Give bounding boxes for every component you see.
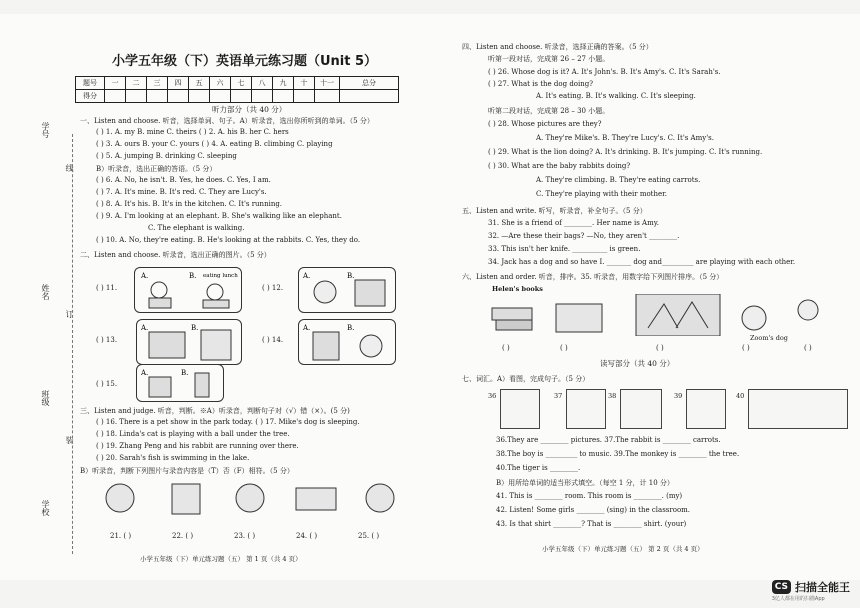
q9: ( ) 9. A. I'm looking at an elephant. B. She's walking like an elephant. (96, 212, 342, 220)
q14-pictures (299, 320, 395, 364)
score-cell: 五 (189, 77, 210, 90)
page-title: 小学五年级（下）英语单元练习题（Unit 5） (112, 54, 378, 69)
pic-num-39: 39 (674, 392, 683, 400)
q30-options-ab: A. They're climbing. B. They're eating carrots. (536, 176, 701, 184)
q30: ( ) 30. What are the baby rabbits doing? (488, 162, 631, 170)
pic-num-40: 40 (736, 392, 745, 400)
q34: 34. Jack has a dog and so have I. _______ dog and_________ are playing with each other. (488, 258, 796, 266)
sidebar-number: 学号 (41, 122, 50, 138)
q33: 33. This isn't her knife. __________ is green. (488, 245, 641, 253)
right-page (452, 14, 860, 580)
section-6-title: 六、Listen and order. 听音，排序。35. 听录音，用数字给下列图片排序。（5 分） (462, 273, 724, 281)
pic-num-37: 37 (554, 392, 563, 400)
q10: ( ) 10. A. No, they're eating. B. He's looking at the rabbits. C. Yes, they do. (96, 236, 361, 244)
order-35-3[interactable]: ( ) (656, 344, 664, 352)
sidebar-class: 班级 (41, 390, 50, 406)
section-2-title: 二、Listen and choose. 听录音，选出正确的图片。（5 分） (80, 251, 271, 259)
score-cell: 三 (147, 77, 168, 90)
q11-label: ( ) 11. (96, 284, 118, 292)
answer-21[interactable]: 21. ( ) (110, 532, 132, 540)
right-footer: 小学五年级（下）单元练习题（五） 第 2 页（共 4 页） (542, 545, 704, 553)
q28-options: A. They're Mike's. B. They're Lucy's. C. It's Amy's. (536, 134, 714, 142)
q13-pictures (137, 320, 241, 364)
q42: 42. Listen! Some girls ________ (sing) in the classroom. (496, 506, 691, 514)
q8: ( ) 8. A. It's his. B. It's in the kitchen. C. It's running. (96, 200, 283, 208)
q3-4: ( ) 3. A. ours B. your C. yours ( ) 4. A. eating B. climbing C. playing (96, 140, 333, 148)
score-cell: 十 (294, 77, 315, 90)
q12-pictures (299, 268, 395, 312)
q31: 31. She is a friend of ________. Her name is Amy. (488, 219, 660, 227)
order-35-5[interactable]: ( ) (804, 344, 812, 352)
listening-header: 听力部分（共 40 分） (212, 105, 287, 114)
pic-37 (566, 389, 606, 429)
svg-text:B.: B. (191, 324, 199, 332)
answer-24[interactable]: 24. ( ) (296, 532, 318, 540)
q11-pictures (135, 268, 241, 312)
q16-17: ( ) 16. There is a pet show in the park today. ( ) 17. Mike's dog is sleeping. (96, 418, 360, 426)
sidebar-line-mark: 线 (65, 164, 74, 172)
order-35-2[interactable]: ( ) (560, 344, 568, 352)
sidebar-bind-mark: 装 (65, 436, 74, 444)
helens-books-label: Helen's books (492, 285, 543, 293)
section-5-title: 五、Listen and write. 听写，听录音，补全句子。（5 分） (462, 207, 647, 215)
pic-39 (686, 389, 726, 429)
score-cell: 题号 (76, 77, 105, 90)
section-3b-title: B）听录音，判断下列图片与录音内容是（T）否（F）相符。（5 分） (80, 467, 294, 475)
q28: ( ) 28. Whose pictures are they? (488, 120, 602, 128)
scanner-app-name: 扫描全能王 (795, 581, 850, 594)
q13-label: ( ) 13. (96, 336, 118, 344)
q27-options: A. It's eating. B. It's walking. C. It's sleeping. (536, 92, 696, 100)
sidebar-name: 姓名 (41, 284, 50, 300)
svg-text:A.: A. (303, 324, 311, 332)
q14-label: ( ) 14. (262, 336, 284, 344)
q19: ( ) 19. Zhang Peng and his rabbit are running over there. (96, 442, 299, 450)
q21-25-pictures (100, 478, 400, 518)
q12-picture-box[interactable] (298, 267, 396, 313)
svg-text:A.: A. (303, 272, 311, 280)
zooms-dog-label: Zoom's dog (750, 334, 788, 342)
dialog-1-note: 听第一段对话，完成第 26 – 27 小题。 (488, 55, 610, 63)
pic-38 (620, 389, 662, 429)
q32: 32. —Are these their bags? —No, they aren't ________. (488, 232, 680, 240)
score-cell: 八 (252, 77, 273, 90)
section-3-title: 三、Listen and judge. 听音，判断。※A）听录音，判断句子对（√）错（×）。(5 分) (80, 407, 350, 415)
answer-25[interactable]: 25. ( ) (358, 532, 380, 540)
svg-text:A.: A. (141, 324, 149, 332)
svg-text:B.: B. (347, 272, 355, 280)
q29: ( ) 29. What is the lion doing? A. It's drinking. B. It's jumping. C. It's running. (488, 148, 763, 156)
left-footer: 小学五年级（下）单元练习题（五） 第 1 页（共 4 页） (140, 555, 302, 563)
svg-text:B.: B. (181, 369, 189, 377)
q15-label: ( ) 15. (96, 380, 118, 388)
score-cell: 七 (231, 77, 252, 90)
q27: ( ) 27. What is the dog doing? (488, 80, 594, 88)
score-table-header-row (76, 77, 399, 90)
answer-22[interactable]: 22. ( ) (172, 532, 194, 540)
order-35-4[interactable]: ( ) (742, 344, 750, 352)
scanner-watermark (772, 579, 850, 602)
q14-picture-box[interactable] (298, 319, 396, 365)
q26: ( ) 26. Whose dog is it? A. It's John's. B. It's Amy's. C. It's Sarah's. (488, 68, 721, 76)
q12-label: ( ) 12. (262, 284, 284, 292)
answer-23[interactable]: 23. ( ) (234, 532, 256, 540)
score-cell: 六 (210, 77, 231, 90)
q5: ( ) 5. A. jumping B. drinking C. sleeping (96, 152, 237, 160)
eating-lunch-caption: eating lunch (203, 273, 238, 279)
svg-text:B.: B. (347, 324, 355, 332)
order-35-1[interactable]: ( ) (502, 344, 510, 352)
q7: ( ) 7. A. It's mine. B. It's red. C. They are Lucy's. (96, 188, 267, 196)
q40: 40.The tiger is ________. (496, 464, 581, 472)
score-table-score-row (76, 90, 399, 103)
section-1b-title: B）听录音，选出正确的答语。（5 分） (96, 165, 217, 173)
q11-picture-box[interactable] (134, 267, 242, 313)
left-page (0, 14, 452, 580)
score-cell: 一 (105, 77, 126, 90)
q20: ( ) 20. Sarah's fish is swimming in the lake. (96, 454, 250, 462)
section-1-title: 一、Listen and choose. 听音，选择单词、句子。A）听录音，选出你所听到的单词。（5 分） (80, 117, 374, 125)
q38-39: 38.The boy is _________ to music. 39.The monkey is ________ the tree. (496, 450, 740, 458)
q9-option-c: C. The elephant is walking. (148, 224, 245, 232)
q30-option-c: C. They're playing with their mother. (536, 190, 667, 198)
sidebar-order-mark: 订 (65, 310, 74, 318)
section-4-title: 四、Listen and choose. 听录音，选择正确的答案。（5 分） (462, 43, 653, 51)
q43: 43. Is that shirt ________? That is ________ shirt. (your) (496, 520, 687, 528)
score-table (75, 76, 399, 103)
sidebar-school: 学校 (41, 500, 50, 516)
q35-pictures (488, 294, 838, 336)
section-7b-title: B）用所给单词的适当形式填空。（每空 1 分，计 10 分） (496, 479, 674, 487)
q41: 41. This is ________ room. This room is ________. (my) (496, 492, 683, 500)
pic-36 (500, 389, 540, 429)
score-cell: 总分 (340, 77, 399, 90)
q15-picture-box[interactable] (136, 364, 224, 402)
score-cell: 四 (168, 77, 189, 90)
q1-2: ( ) 1. A. my B. mine C. theirs ( ) 2. A. his B. her C. hers (96, 128, 289, 136)
q18: ( ) 18. Linda's cat is playing with a ball under the tree. (96, 430, 290, 438)
svg-text:A.: A. (141, 272, 149, 280)
q13-picture-box[interactable] (136, 319, 242, 365)
pic-num-36: 36 (488, 392, 497, 400)
q36-37: 36.They are ________ pictures. 37.The rabbit is ________ carrots. (496, 436, 721, 444)
svg-text:B.: B. (189, 272, 197, 280)
pic-num-38: 38 (608, 392, 617, 400)
score-cell: 二 (126, 77, 147, 90)
q6: ( ) 6. A. No, he isn't. B. Yes, he does. C. Yes, I am. (96, 176, 271, 184)
svg-text:A.: A. (141, 369, 149, 377)
q15-pictures (137, 365, 223, 401)
dialog-2-note: 听第二段对话，完成第 28 – 30 小题。 (488, 107, 610, 115)
score-cell: 十一 (315, 77, 340, 90)
scanner-logo-icon: CS (772, 580, 791, 594)
writing-header: 读写部分（共 40 分） (600, 359, 675, 368)
scanner-tagline: 3亿人都在用的扫描App (771, 596, 825, 602)
score-cell: 得分 (76, 90, 105, 103)
score-cell: 九 (273, 77, 294, 90)
section-7-title: 七、词汇。A）看图，完成句子。（5 分） (462, 375, 590, 383)
binding-line (72, 134, 73, 554)
pic-40 (748, 389, 848, 429)
